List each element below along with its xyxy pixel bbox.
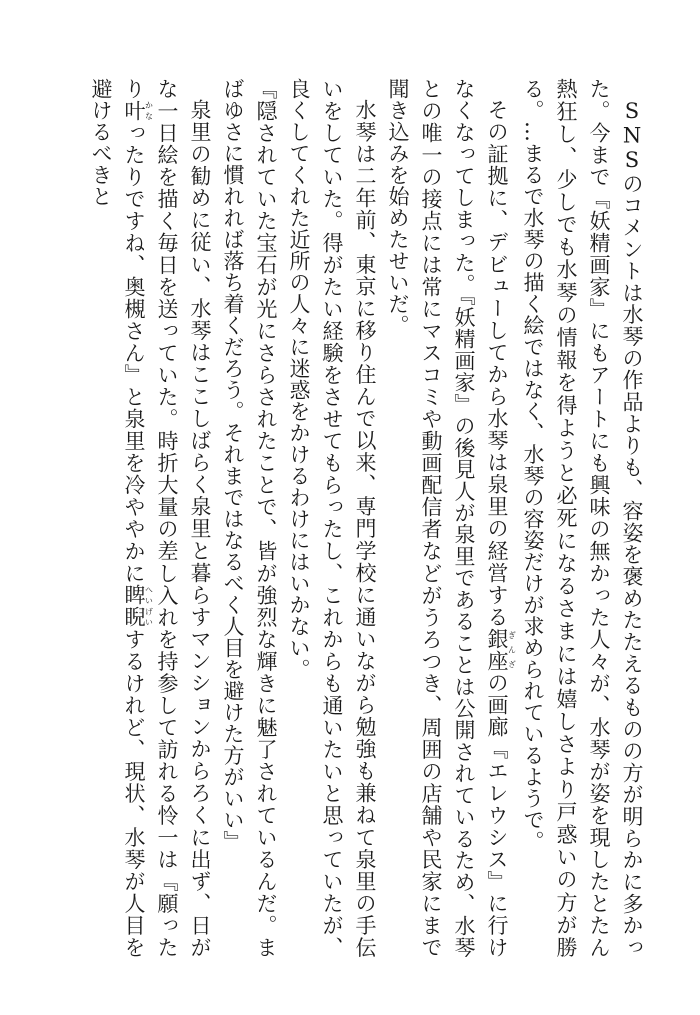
text-run: の画廊『エレウシス』に行けなくなってしまった。『妖精画家』の後見人が泉里であることは公開されているため、水琴との唯一の接点には常にマスコミや動画配信者などがうろつき、周囲の店舗や民家にまで聞き込みを始めたせいだ。 [386, 78, 509, 959]
ruby-annotation [122, 100, 154, 123]
text-run: のコメントは水琴の作品よりも、容姿を褒めたたえるものの方が明らかに多かった。今まで『妖精画家』にもアートにも興味の無かった人々が、水琴が姿を現したとたん熱狂し、少しでも水琴の情報を得ようと必死になるさまには嬉しさより戸惑いの方が勝る。…まるで水琴の描く絵ではなく、水琴の容姿だけが求められているようで。 [521, 78, 644, 959]
paragraph [84, 78, 216, 958]
ruby-annotation [122, 584, 154, 629]
text-run: するけれど、現状、水琴が人目を避けるべきと [89, 78, 146, 959]
paragraph [516, 78, 648, 958]
text-run: 泉里の勧めに従い、水琴はここしばらく泉里と暮らすマンションからろくに出ず、日がな一日絵を描く毎日を送っていた。時折大量の差し入れを持参して訪れる怜一は『願ったり [122, 78, 212, 958]
vertical-text-body [84, 78, 648, 958]
text-run: ったりですね、奥槻さん』と泉里を冷ややかに [122, 122, 146, 585]
abbreviation: SNS [620, 99, 644, 173]
ruby-base: 叶 [122, 100, 146, 123]
paragraph [381, 78, 516, 958]
paragraph [216, 78, 282, 958]
text-run: 水琴は二年前、東京に移り住んで以来、専門学校に通いながら勉強も兼ねて泉里の手伝いをしていた。得がたい経験をさせてもらったし、これからも通いたいと思っていたが、良くしてくれた近所の人々に迷惑をかけるわけにはいかない。 [287, 78, 377, 958]
ruby-base: 銀座 [485, 627, 509, 673]
text-run: その証拠に、デビューしてから水琴は泉里の経営する [485, 99, 509, 628]
ruby-reading: へいげい [144, 584, 154, 628]
ruby-reading: ぎんざ [507, 627, 517, 672]
ruby-base: 睥睨 [122, 584, 146, 629]
ruby-annotation [485, 627, 517, 673]
ruby-reading: かな [144, 100, 154, 122]
paragraph [282, 78, 381, 958]
text-run: 『隠されていた宝石が光にさらされたことで、皆が強烈な輝きに魅了されているんだ。まばゆさに慣れれば落ち着くだろう。それまではなるべく人目を避けた方がいい』 [221, 78, 278, 958]
